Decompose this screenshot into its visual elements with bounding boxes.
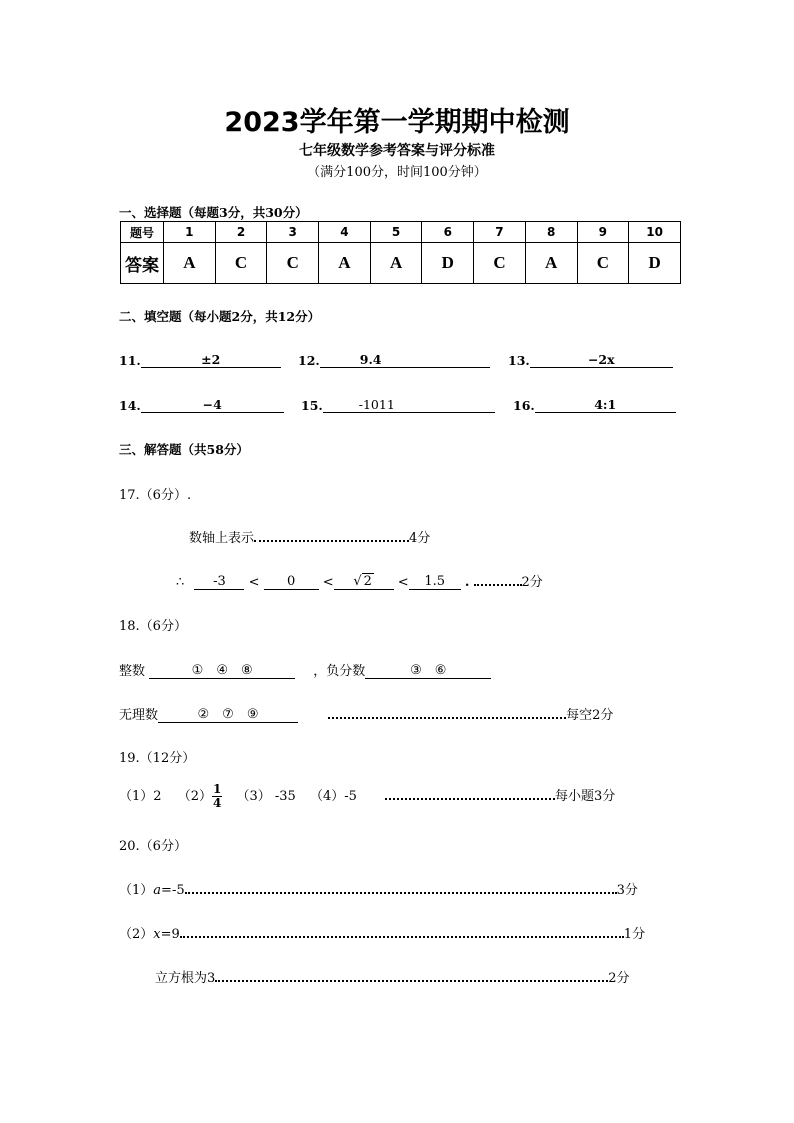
q18-label: 18.（6分） [119,619,187,634]
answer-cell: C [474,243,526,284]
period: . [464,575,470,590]
q20-part3-score: 2分 [608,971,630,986]
fill-answer-text: 9.4 [359,352,382,367]
order-value-1: -3 [194,574,244,590]
row-label-question: 题号 [121,222,164,243]
radicand: 2 [363,574,372,589]
q17-line1 [189,527,430,546]
fill-answer [323,397,495,413]
fill-item-15 [301,397,495,413]
q19-part2: （2） [177,789,212,804]
fill-item-16 [513,397,676,413]
leader-dots [180,936,624,938]
leader-dots [474,584,522,586]
q20-part1-value: =-5 [161,883,185,898]
leader-dots [328,717,566,719]
fill-number: 13. [508,353,530,368]
section3-heading: 三、解答题（共58分） [119,442,249,457]
sqrt-expression: √ 2 [353,574,372,589]
q18-line2 [119,704,613,723]
negative-fraction-values: ③ ⑥ [365,663,491,679]
q18-line1 [119,660,491,679]
answer-cell: A [164,243,216,284]
variable-a: a [153,883,162,898]
less-than-2: < [322,575,334,590]
order-value-2: 0 [264,574,319,590]
q17-line2 [176,571,543,590]
irrational-values: ② ⑦ ⑨ [158,707,298,723]
q19-part1: （1）2 [119,789,162,804]
answer-cell: C [267,243,319,284]
q17-line2-score: 2分 [521,575,543,590]
q20-part2-value: =9 [160,927,180,942]
q19-answers [119,783,615,810]
q20-part2-score: 1分 [623,927,646,942]
question-number: 9 [577,222,629,243]
q17-line1-text: 数轴上表示 [189,531,255,546]
leader-dots [385,798,555,800]
fill-answer [320,352,490,368]
answer-cell: A [525,243,577,284]
leader-dots [215,980,608,982]
answer-cell: A [319,243,371,284]
answer-cell: D [629,243,681,284]
fill-number: 14. [119,398,141,413]
q19-part4: （4）-5 [309,789,357,804]
fill-answer-text: -1011 [358,397,395,412]
fill-number: 15. [301,398,323,413]
row-label-answer: 答案 [121,243,164,284]
q18-score: 每空2分 [566,708,614,723]
answer-cell: A [370,243,422,284]
cube-root-text: 立方根为3 [155,971,216,986]
q20-part2-prefix: （2） [119,927,154,942]
q20-part1-prefix: （1） [119,883,154,898]
question-number: 3 [267,222,319,243]
question-number: 7 [474,222,526,243]
q19-part3: （3） -35 [236,789,296,804]
fill-answer: −2x [530,352,673,368]
question-number: 10 [629,222,681,243]
question-number: 6 [422,222,474,243]
fraction-denominator: 4 [212,796,222,810]
page-subtitle: 七年级数学参考答案与评分标准 [299,143,495,159]
fill-answer: −4 [141,397,284,413]
section1-heading: 一、选择题（每题3分，共30分） [119,205,308,220]
page-title: 2023学年第一学期期中检测 [224,107,570,138]
integer-values: ① ④ ⑧ [149,663,295,679]
q19-label: 19.（12分） [119,751,196,766]
fill-item-13 [508,352,673,368]
answer-cell: C [577,243,629,284]
section2-heading: 二、填空题（每小题2分，共12分） [119,309,321,324]
answer-table [120,221,681,284]
q17-label: 17.（6分）. [119,488,192,503]
leader-dots [254,540,409,542]
fraction-numerator: 1 [212,782,222,796]
leader-dots [185,892,617,894]
fill-item-12 [298,352,490,368]
less-than-3: < [397,575,409,590]
fill-item-11 [119,352,281,368]
less-than-1: < [248,575,260,590]
fill-number: 12. [298,353,320,368]
fill-answer: ±2 [141,352,281,368]
fill-answer: 4:1 [535,397,676,413]
q20-part1-score: 3分 [616,883,638,898]
question-number: 1 [164,222,216,243]
q20-part3 [155,967,630,986]
answer-row [121,243,681,284]
q20-part1 [119,879,638,898]
answer-cell: C [215,243,267,284]
exam-note: （满分100分，时间100分钟） [307,165,487,180]
question-number: 2 [215,222,267,243]
q20-label: 20.（6分） [119,839,187,854]
question-number: 5 [370,222,422,243]
question-number: 4 [319,222,371,243]
fraction-one-quarter [212,783,222,810]
irrational-label: 无理数 [119,708,159,723]
fill-item-14 [119,397,284,413]
q20-part2 [119,923,645,942]
question-number: 8 [525,222,577,243]
variable-x: x [153,927,161,942]
order-value-3 [334,574,394,590]
negative-fraction-label: ，负分数 [313,664,366,679]
integer-label: 整数 [119,664,146,679]
q19-score: 每小题3分 [555,789,616,804]
question-number-row [121,222,681,243]
q17-line1-score: 4分 [409,531,431,546]
order-value-4: 1.5 [409,574,461,590]
answer-cell: D [422,243,474,284]
fill-number: 11. [119,353,141,368]
therefore-symbol: ∴ [176,575,185,590]
fill-number: 16. [513,398,535,413]
